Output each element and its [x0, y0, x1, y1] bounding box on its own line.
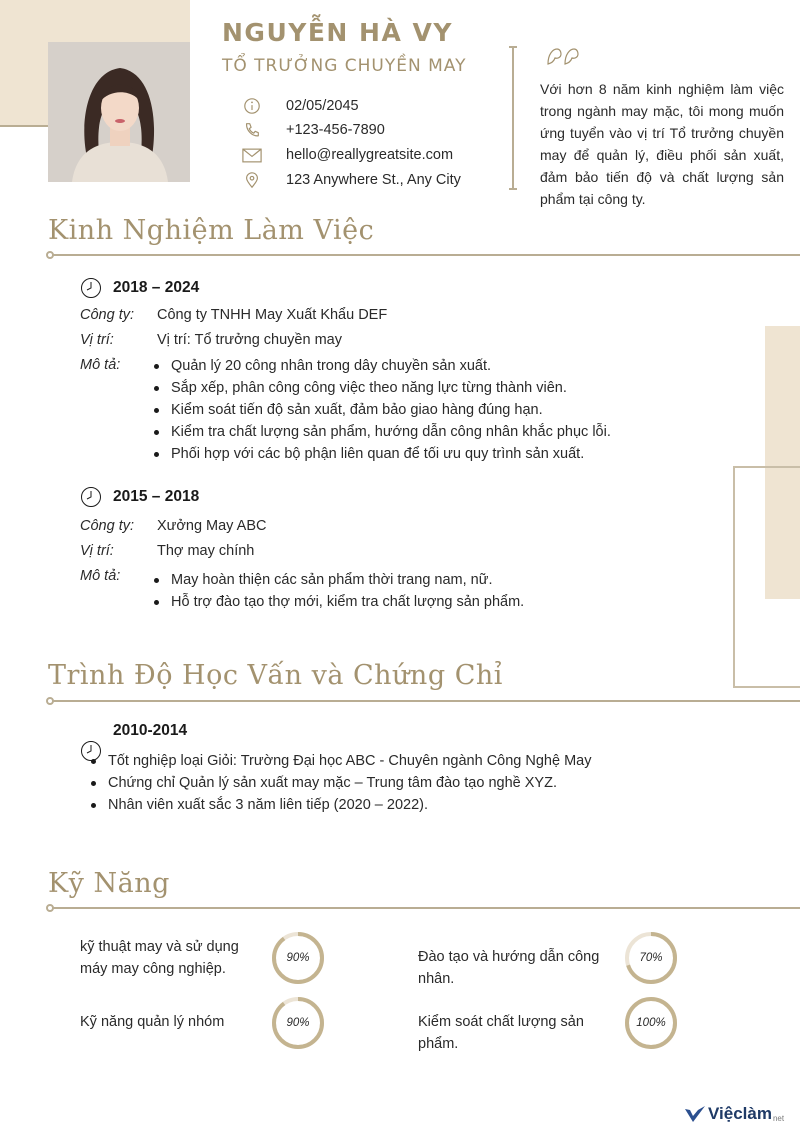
summary-text: Với hơn 8 năm kinh nghiệm làm việc trong ngành may mặc, tôi mong muốn ứng tuyển vào vị trí Tổ trưởng chuyền may để quản lý, điều phối sản xuất, đảm bảo tiến độ và chất lượng sản phẩm tại công ty. — [540, 81, 784, 207]
clock-icon — [80, 277, 102, 299]
education-item: Chứng chỉ Quản lý sản xuất may mặc – Trung tâm đào tạo nghề XYZ. — [87, 772, 591, 794]
contact-address — [240, 169, 500, 191]
decor-line-top-left — [0, 125, 48, 127]
position-label-2: Vị trí: — [80, 543, 114, 559]
duty-item: Sắp xếp, phân công công việc theo năng lực từng thành viên. — [150, 377, 611, 399]
location-pin-icon — [240, 170, 264, 190]
phone-icon — [240, 120, 264, 140]
duty-item: Kiểm tra chất lượng sản phẩm, hướng dẫn công nhân khắc phục lỗi. — [150, 421, 611, 443]
section-title-experience: Kinh Nghiệm Làm Việc — [48, 215, 375, 246]
section-title-education: Trình Độ Học Vấn và Chứng Chỉ — [48, 660, 503, 691]
brand-check-icon — [684, 1104, 706, 1124]
decor-frame-right — [733, 466, 800, 688]
candidate-name: NGUYỄN HÀ VY — [222, 18, 453, 47]
email-text: hello@reallygreatsite.com — [286, 147, 454, 163]
skill-name-3: Kỹ năng quản lý nhóm — [80, 1014, 225, 1030]
company-value-2: Xưởng May ABC — [157, 518, 267, 534]
quote-icon — [545, 46, 581, 68]
skill-name-2: Đào tạo và hướng dẫn công nhân. — [418, 949, 600, 987]
skill-percent-1: 90% — [286, 952, 310, 964]
description-label-1: Mô tả: — [80, 357, 121, 373]
mail-icon — [240, 145, 264, 165]
skill-percent-4: 100% — [636, 1017, 666, 1029]
skill-percent-2: 70% — [639, 952, 663, 964]
company-label-1: Công ty: — [80, 307, 134, 323]
skill-ring-1 — [271, 931, 325, 985]
skill-ring-2 — [624, 931, 678, 985]
section-title-skills: Kỹ Năng — [48, 868, 170, 899]
education-item: Nhân viên xuất sắc 3 năm liên tiếp (2020 – 2022). — [87, 794, 591, 816]
avatar — [48, 42, 190, 182]
skill-name-1: kỹ thuật may và sử dụng máy may công nghiệp. — [80, 939, 239, 977]
summary-divider — [512, 46, 514, 190]
company-value-1: Công ty TNHH May Xuất Khẩu DEF — [157, 307, 388, 323]
contact-email — [240, 144, 500, 166]
portrait-photo — [48, 42, 190, 182]
education-period-years: 2010-2014 — [113, 722, 188, 739]
skill-percent-3: 90% — [286, 1017, 310, 1029]
brand-name: Việclàm — [708, 1104, 772, 1123]
clock-icon — [80, 486, 102, 508]
experience-period-2-years: 2015 – 2018 — [113, 488, 200, 505]
info-icon — [240, 96, 264, 116]
experience-period-1-years: 2018 – 2024 — [113, 279, 200, 296]
education-list — [87, 750, 591, 816]
experience-period-1 — [80, 276, 200, 300]
experience-period-2 — [80, 485, 200, 509]
company-label-2: Công ty: — [80, 518, 134, 534]
duties-list-1 — [150, 355, 611, 465]
birthdate-text: 02/05/2045 — [286, 98, 359, 114]
duty-item: May hoàn thiện các sản phẩm thời trang nam, nữ. — [150, 569, 524, 591]
duty-item: Phối hợp với các bộ phận liên quan để tối ưu quy trình sản xuất. — [150, 443, 611, 465]
duties-list-2 — [150, 569, 524, 613]
contact-phone — [240, 119, 500, 141]
skill-ring-3 — [271, 996, 325, 1050]
skill-name-4: Kiểm soát chất lượng sản phẩm. — [418, 1014, 584, 1052]
position-value-2: Thợ may chính — [157, 543, 255, 559]
duty-item: Hỗ trợ đào tạo thợ mới, kiểm tra chất lượng sản phẩm. — [150, 591, 524, 613]
candidate-job-title: TỔ TRƯỞNG CHUYỀN MAY — [222, 56, 467, 76]
brand-logo — [684, 1104, 784, 1124]
position-value-1: Vị trí: Tổ trưởng chuyền may — [157, 332, 342, 348]
brand-suffix: net — [772, 1113, 785, 1123]
address-text: 123 Anywhere St., Any City — [286, 172, 461, 188]
education-item: Tốt nghiệp loại Giỏi: Trường Đại học ABC - Chuyên ngành Công Nghệ May — [87, 750, 591, 772]
section-rule-skills — [48, 907, 800, 909]
description-label-2: Mô tả: — [80, 568, 121, 584]
contact-birthdate — [240, 95, 500, 117]
duty-item: Quản lý 20 công nhân trong dây chuyền sản xuất. — [150, 355, 611, 377]
phone-text: +123-456-7890 — [286, 122, 385, 138]
section-rule-education — [48, 700, 800, 702]
section-rule-experience — [48, 254, 800, 256]
position-label-1: Vị trí: — [80, 332, 114, 348]
duty-item: Kiểm soát tiến độ sản xuất, đảm bảo giao hàng đúng hạn. — [150, 399, 611, 421]
skill-ring-4 — [624, 996, 678, 1050]
